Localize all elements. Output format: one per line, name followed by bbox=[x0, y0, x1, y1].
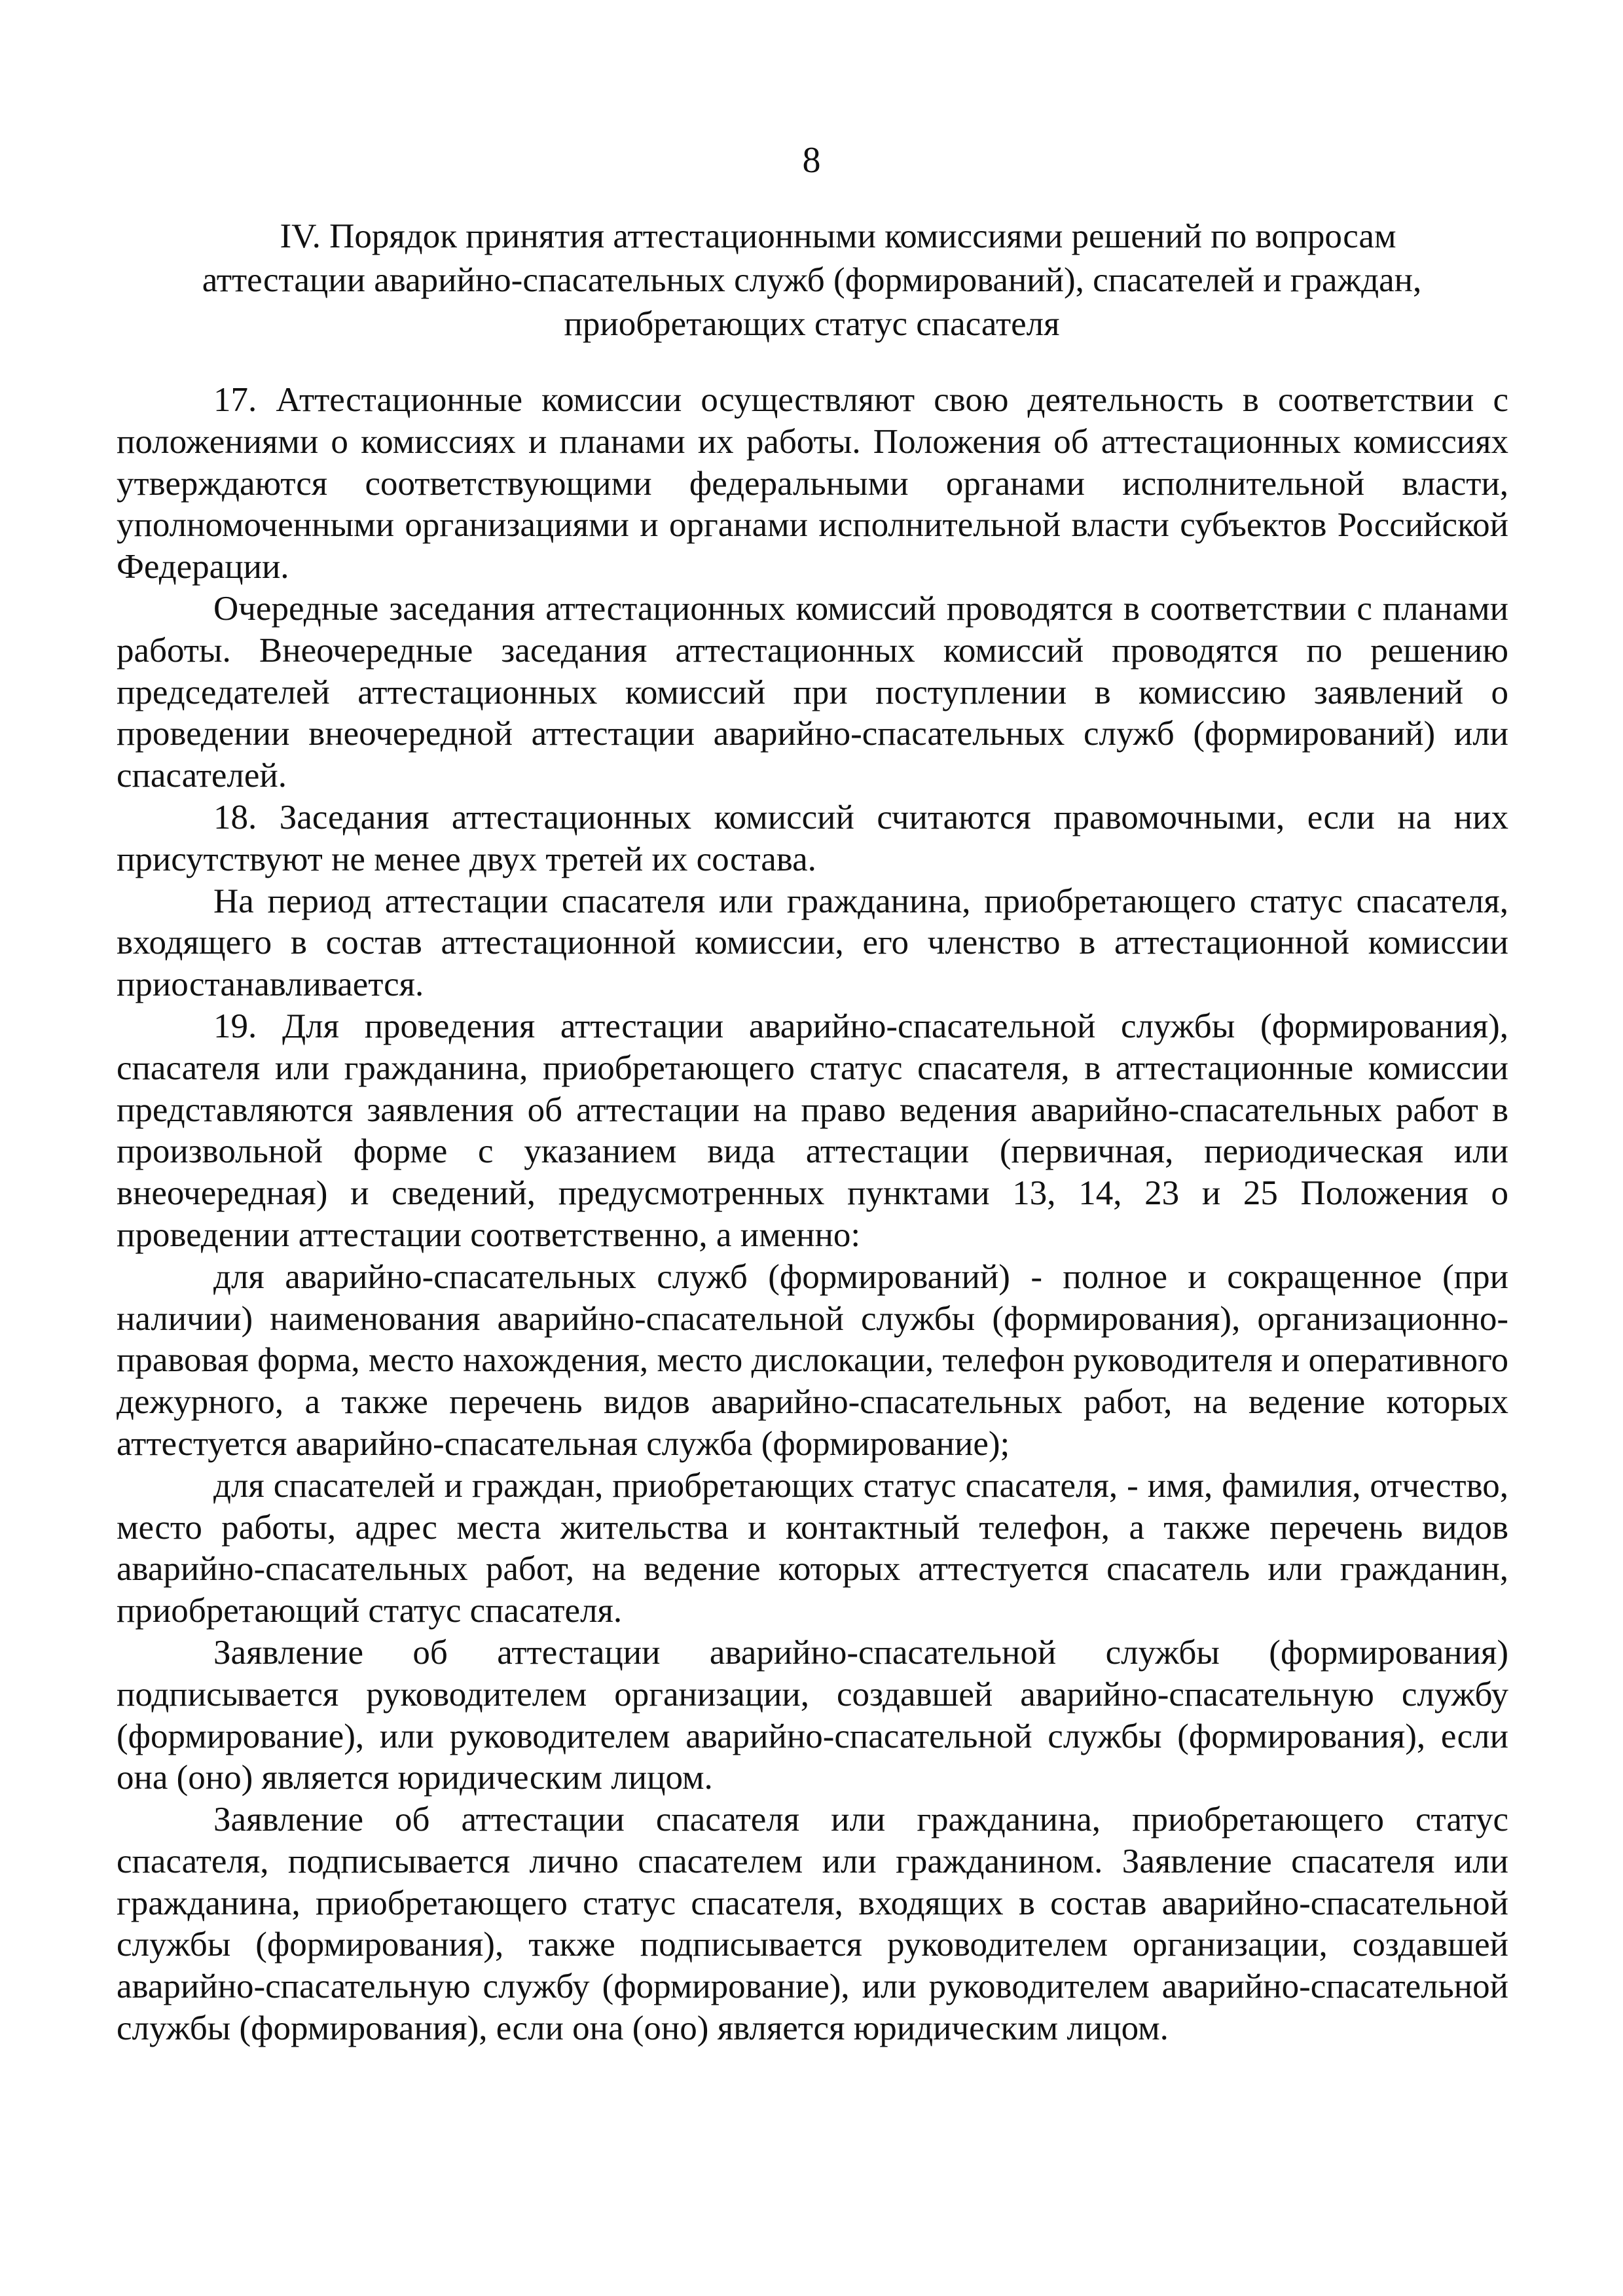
paragraph-19-rescuers: для спасателей и граждан, приобретающих статус спасателя, - имя, фамилия, отчество, место работы, адрес места жительства и контактный телефон, а также перечень видов аварийно-спасательных работ, на ведение которых аттестуется спасатель или гражданин, приобретающий статус спасателя. bbox=[117, 1466, 1508, 1630]
paragraph-18: 18. Заседания аттестационных комиссий считаются правомочными, если на них присутствуют не менее двух третей их состава. bbox=[117, 798, 1508, 878]
paragraph-19-service-application: Заявление об аттестации аварийно-спасательной службы (формирования) подписывается руководителем организации, создавшей аварийно-спасательную службу (формирование), или руководителем аварийно-спасательной службы (формирования), если она (оно) является юридическим лицом. bbox=[117, 1633, 1508, 1797]
heading-line-3: приобретающих статус спасателя bbox=[564, 305, 1060, 343]
heading-line-1: IV. Порядок принятия аттестационными комиссиями решений по вопросам bbox=[280, 217, 1396, 255]
paragraph-19-services: для аварийно-спасательных служб (формирований) - полное и сокращенное (при наличии) наименования аварийно-спасательной службы (формирования), организационно-правовая форма, место нахождения, место дислокации, телефон руководителя и оперативного дежурного, а также перечень видов аварийно-спасательных работ, на ведение которых аттестуется аварийно-спасательная служба (формирование); bbox=[117, 1257, 1508, 1463]
section-heading bbox=[164, 215, 1460, 346]
paragraph-17-regular-meetings: Очередные заседания аттестационных комиссий проводятся в соответствии с планами работы. Внеочередные заседания аттестационных комиссий проводятся по решению председателей аттестационных комиссий при поступлении в комиссию заявлений о проведении внеочередной аттестации аварийно-спасательных служб (формирований) или спасателей. bbox=[117, 589, 1508, 795]
paragraph-19-rescuer-application: Заявление об аттестации спасателя или гражданина, приобретающего статус спасателя, подписывается лично спасателем или гражданином. Заявление спасателя или гражданина, приобретающего статус спасателя, входящих в состав аварийно-спасательной службы (формирования), также подписывается руководителем организации, создавшей аварийно-спасательную службу (формирование), или руководителем аварийно-спасательной службы (формирования), если она (оно) является юридическим лицом. bbox=[117, 1801, 1508, 2048]
paragraph-17: 17. Аттестационные комиссии осуществляют свою деятельность в соответствии с положениями о комиссиях и планами их работы. Положения об аттестационных комиссиях утверждаются соответствующими федеральными органами исполнительной власти, уполномоченными организациями и органами исполнительной власти субъектов Российской Федерации. bbox=[117, 381, 1508, 586]
document-body bbox=[117, 380, 1508, 2050]
page-number: 8 bbox=[802, 140, 821, 181]
paragraph-19: 19. Для проведения аттестации аварийно-спасательной службы (формирования), спасателя или гражданина, приобретающего статус спасателя, в аттестационные комиссии представляются заявления об аттестации на право ведения аварийно-спасательных работ в произвольной форме с указанием вида аттестации (первичная, периодическая или внеочередная) и сведений, предусмотренных пунктами 13, 14, 23 и 25 Положения о проведении аттестации соответственно, а именно: bbox=[117, 1007, 1508, 1254]
heading-line-2: аттестации аварийно-спасательных служб (формирований), спасателей и граждан, bbox=[202, 261, 1422, 299]
paragraph-18-membership: На период аттестации спасателя или гражданина, приобретающего статус спасателя, входящего в состав аттестационной комиссии, его членство в аттестационной комиссии приостанавливается. bbox=[117, 882, 1508, 1004]
